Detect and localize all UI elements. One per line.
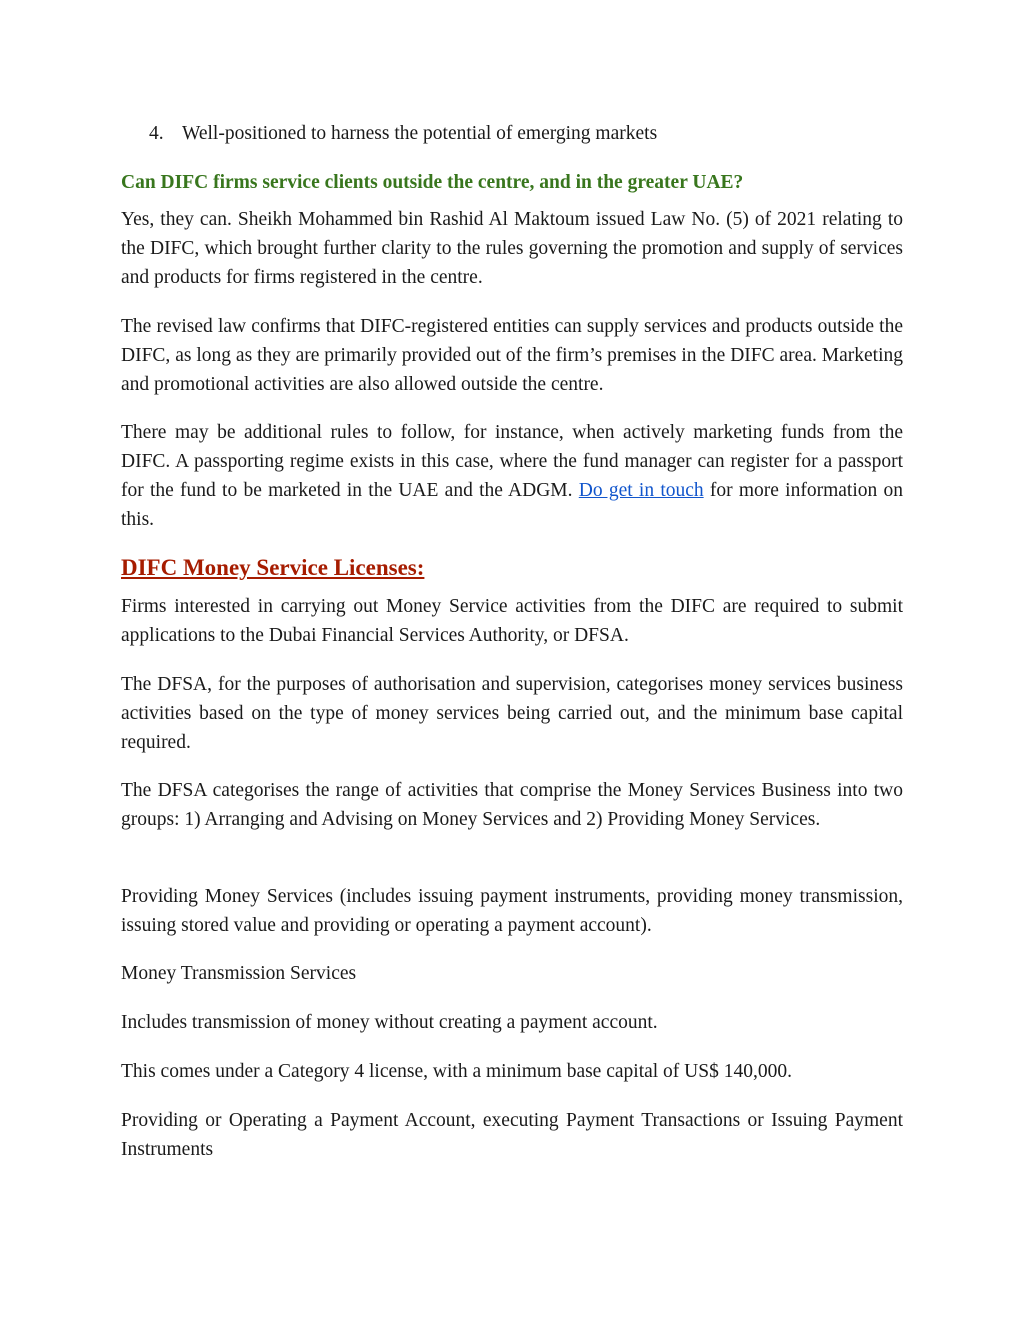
- section-paragraph-5: Money Transmission Services: [121, 963, 357, 984]
- answer-paragraph-3: [121, 418, 903, 534]
- answer-paragraph-1: Yes, they can. Sheikh Mohammed bin Rashid Al Maktoum issued Law No. (5) of 2021 relating to the DIFC, which brought further clarity to the rules governing the promotion and supply of services and products for firms registered in the centre.: [121, 209, 903, 288]
- question-heading: Can DIFC firms service clients outside the centre, and in the greater UAE?: [121, 172, 744, 193]
- section-paragraph-4: Providing Money Services (includes issuing payment instruments, providing money transmission, issuing stored value and providing or operating a payment account).: [121, 886, 903, 936]
- answer-paragraph-2: The revised law confirms that DIFC-registered entities can supply services and products outside the DIFC, as long as they are primarily provided out of the firm’s premises in the DIFC area. Marketing and promotional activities are also allowed outside the centre.: [121, 316, 903, 395]
- list-item-text: Well-positioned to harness the potential of emerging markets: [182, 123, 658, 144]
- section-paragraph-3: The DFSA categorises the range of activities that comprise the Money Services Business into two groups: 1) Arranging and Advising on Money Services and 2) Providing Money Services.: [121, 780, 903, 830]
- contact-link[interactable]: Do get in touch: [578, 480, 704, 501]
- section-heading: DIFC Money Service Licenses:: [121, 555, 425, 580]
- section-paragraph-2: The DFSA, for the purposes of authorisation and supervision, categorises money services business activities based on the type of money services being carried out, and the minimum base capital required.: [121, 674, 903, 753]
- section-paragraph-8: Providing or Operating a Payment Account, executing Payment Transactions or Issuing Payment Instruments: [121, 1110, 903, 1160]
- answer-paragraph-3-tail: for more information on this.: [121, 480, 903, 530]
- list-number: 4.: [149, 123, 164, 144]
- section-paragraph-6: Includes transmission of money without creating a payment account.: [121, 1012, 658, 1033]
- section-paragraph-7: This comes under a Category 4 license, with a minimum base capital of US$ 140,000.: [121, 1061, 792, 1082]
- list-item: [149, 122, 657, 146]
- answer-paragraph-3-text: There may be additional rules to follow, for instance, when actively marketing funds from the DIFC. A passporting regime exists in this case, where the fund manager can register for a passport for the fund to be marketed in the UAE and the ADGM.: [121, 422, 903, 501]
- section-paragraph-1: Firms interested in carrying out Money Service activities from the DIFC are required to submit applications to the Dubai Financial Services Authority, or DFSA.: [121, 596, 903, 646]
